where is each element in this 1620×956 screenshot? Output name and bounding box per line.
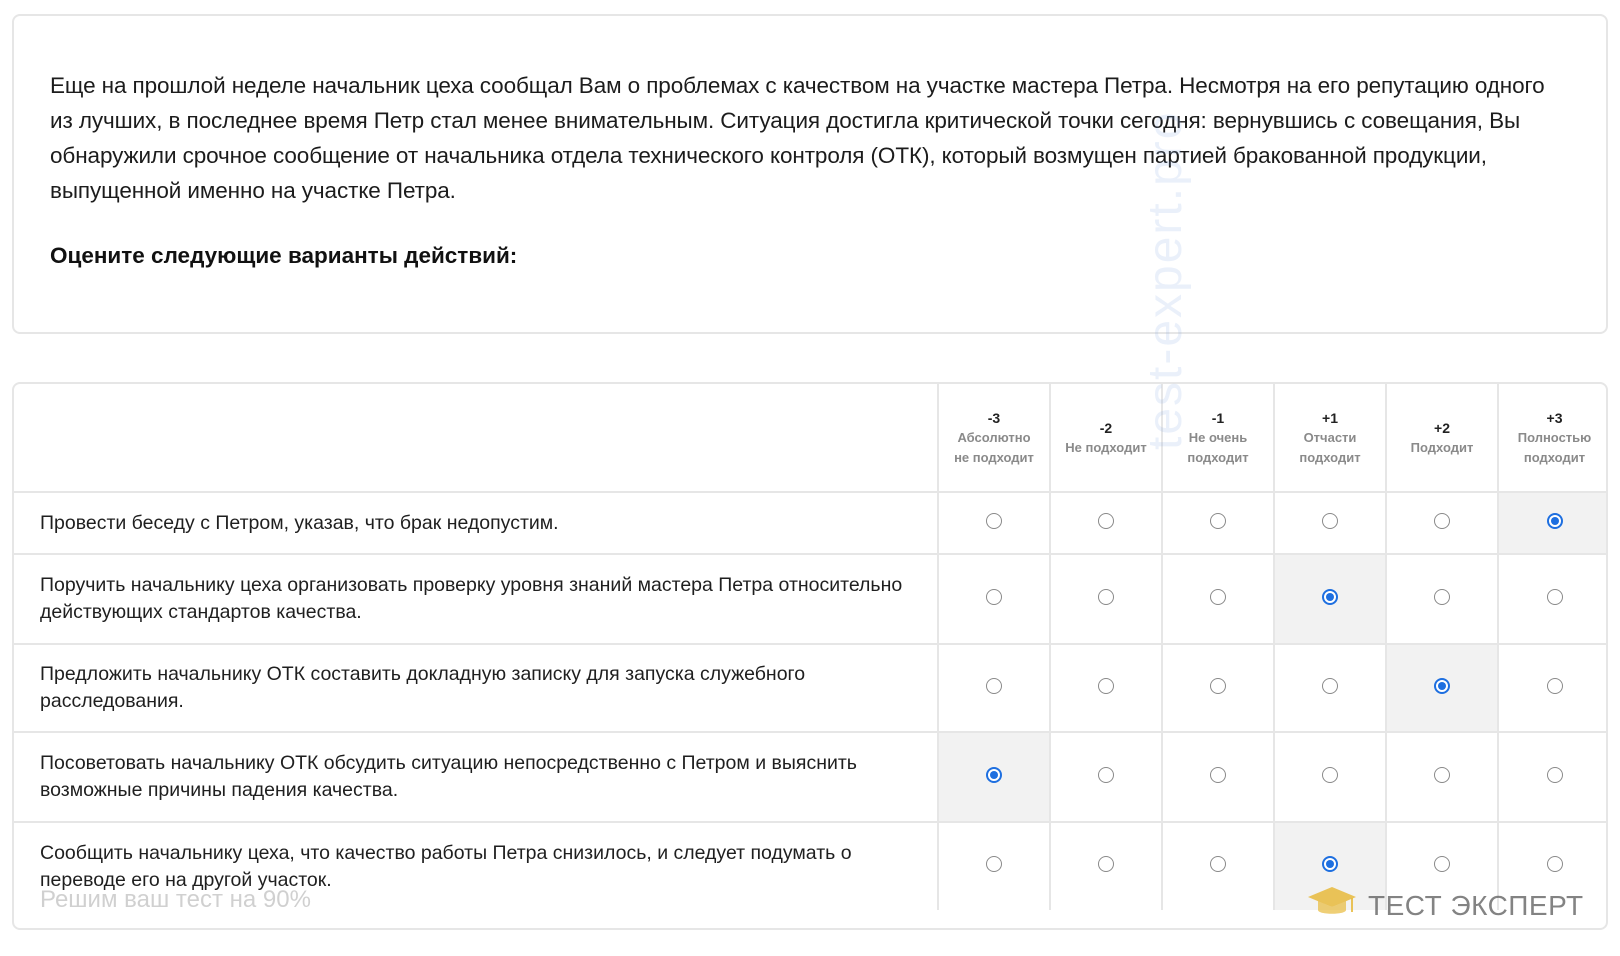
scale-header-row — [14, 384, 1608, 492]
rating-cell[interactable] — [1386, 644, 1498, 732]
rating-cell[interactable] — [1386, 732, 1498, 822]
header-empty-cell — [14, 384, 938, 492]
scale-value: -1 — [1211, 409, 1225, 426]
radio-unchecked[interactable] — [986, 678, 1002, 694]
radio-unchecked[interactable] — [1547, 767, 1563, 783]
radio-unchecked[interactable] — [1210, 856, 1226, 872]
rating-cell[interactable] — [938, 492, 1050, 554]
radio-unchecked[interactable] — [1210, 767, 1226, 783]
rating-cell[interactable] — [1162, 822, 1274, 910]
rating-cell[interactable] — [1498, 492, 1608, 554]
radio-checked[interactable] — [1434, 678, 1450, 694]
rating-cell[interactable] — [1386, 492, 1498, 554]
rating-cell[interactable] — [1162, 732, 1274, 822]
scale-value: +2 — [1434, 419, 1450, 436]
watermark-bottom: Решим ваш тест на 90% — [40, 886, 311, 913]
radio-unchecked[interactable] — [1434, 767, 1450, 783]
rating-cell[interactable] — [938, 732, 1050, 822]
rating-cell[interactable] — [1162, 492, 1274, 554]
radio-unchecked[interactable] — [1322, 767, 1338, 783]
radio-unchecked[interactable] — [1547, 678, 1563, 694]
rating-cell[interactable] — [1274, 492, 1386, 554]
radio-checked[interactable] — [1322, 589, 1338, 605]
rating-cell[interactable] — [1386, 822, 1498, 910]
rating-cell[interactable] — [1274, 822, 1386, 910]
radio-unchecked[interactable] — [986, 513, 1002, 529]
rating-cell[interactable] — [1386, 554, 1498, 644]
radio-unchecked[interactable] — [1210, 589, 1226, 605]
radio-unchecked[interactable] — [1434, 856, 1450, 872]
scale-header — [1386, 384, 1498, 492]
answer-row — [14, 492, 1608, 554]
rating-cell[interactable] — [938, 822, 1050, 910]
question-card — [12, 14, 1608, 334]
answer-rows — [14, 492, 1608, 910]
rating-cell[interactable] — [938, 644, 1050, 732]
radio-checked[interactable] — [1322, 856, 1338, 872]
scale-header — [1498, 384, 1608, 492]
rating-cell[interactable] — [1050, 732, 1162, 822]
scale-label: Абсолютно — [957, 429, 1031, 445]
answer-row — [14, 554, 1608, 644]
radio-unchecked[interactable] — [1322, 513, 1338, 529]
rating-cell[interactable] — [1162, 554, 1274, 644]
scale-label: подходит — [1523, 449, 1586, 465]
radio-unchecked[interactable] — [1322, 678, 1338, 694]
scale-label: Отчасти — [1303, 429, 1357, 445]
answer-row — [14, 732, 1608, 822]
radio-checked[interactable] — [1547, 513, 1563, 529]
scale-header — [1162, 384, 1274, 492]
rating-cell[interactable] — [1274, 732, 1386, 822]
scale-header — [1274, 384, 1386, 492]
radio-unchecked[interactable] — [1098, 589, 1114, 605]
radio-unchecked[interactable] — [1547, 589, 1563, 605]
scale-label: Полностью — [1517, 429, 1592, 445]
rating-cell[interactable] — [1498, 822, 1608, 910]
radio-unchecked[interactable] — [1098, 767, 1114, 783]
radio-unchecked[interactable] — [1098, 678, 1114, 694]
radio-unchecked[interactable] — [1098, 856, 1114, 872]
scale-value: -2 — [1099, 419, 1113, 436]
radio-unchecked[interactable] — [1210, 513, 1226, 529]
radio-unchecked[interactable] — [1210, 678, 1226, 694]
rating-cell[interactable] — [938, 554, 1050, 644]
rating-cell[interactable] — [1498, 554, 1608, 644]
rating-cell[interactable] — [1162, 644, 1274, 732]
scale-label: подходит — [1299, 449, 1361, 465]
scale-header — [1050, 384, 1162, 492]
rating-cell[interactable] — [1274, 644, 1386, 732]
rating-cell[interactable] — [1050, 822, 1162, 910]
rating-cell[interactable] — [1498, 644, 1608, 732]
question-prompt: Оцените следующие варианты действий: — [50, 243, 518, 268]
rating-cell[interactable] — [1050, 644, 1162, 732]
answers-table-card — [12, 382, 1608, 930]
brand-text: ТЕСТ ЭКСПЕРТ — [1368, 889, 1584, 921]
scale-header — [938, 384, 1050, 492]
radio-unchecked[interactable] — [986, 589, 1002, 605]
scale-label: не подходит — [954, 449, 1034, 465]
option-text: Предложить начальнику ОТК составить докладную записку для запуска служебного расследования. — [14, 644, 938, 732]
rating-cell[interactable] — [1050, 554, 1162, 644]
option-text: Посоветовать начальнику ОТК обсудить ситуацию непосредственно с Петром и выяснить возможные причины падения качества. — [14, 732, 938, 822]
radio-checked[interactable] — [986, 767, 1002, 783]
scale-value: +3 — [1546, 409, 1563, 426]
scale-label: Подходит — [1410, 439, 1474, 455]
scale-value: +1 — [1322, 409, 1338, 426]
question-text: Еще на прошлой неделе начальник цеха сообщал Вам о проблемах с качеством на участке мастера Петра. Несмотря на его репутацию одного из лучших, в последнее время Петр стал менее внимательным. Ситуация достигла критической точки сегодня: вернувшись с совещания, Вы обнаружили срочное сообщение от начальника отдела технического контроля (ОТК), который возмущен партией бракованной продукции, выпущенной именно на участке Петра. — [50, 73, 1545, 203]
radio-unchecked[interactable] — [986, 856, 1002, 872]
scale-label: Не очень — [1188, 429, 1248, 445]
rating-cell[interactable] — [1050, 492, 1162, 554]
rating-cell[interactable] — [1274, 554, 1386, 644]
answer-row — [14, 644, 1608, 732]
radio-unchecked[interactable] — [1434, 513, 1450, 529]
radio-unchecked[interactable] — [1098, 513, 1114, 529]
scale-value: -3 — [987, 409, 1001, 426]
scale-label: Не подходит — [1065, 439, 1147, 455]
option-text: Провести беседу с Петром, указав, что брак недопустим. — [14, 492, 938, 554]
radio-unchecked[interactable] — [1547, 856, 1563, 872]
scale-label: подходит — [1187, 449, 1249, 465]
answers-table — [14, 384, 1608, 910]
radio-unchecked[interactable] — [1434, 589, 1450, 605]
answer-row — [14, 822, 1608, 910]
option-text: Поручить начальнику цеха организовать проверку уровня знаний мастера Петра относительно действующих стандартов качества. — [14, 554, 938, 644]
option-text: Сообщить начальнику цеха, что качество работы Петра снизилось, и следует подумать о переводе его на другой участок. — [14, 822, 938, 910]
rating-cell[interactable] — [1498, 732, 1608, 822]
